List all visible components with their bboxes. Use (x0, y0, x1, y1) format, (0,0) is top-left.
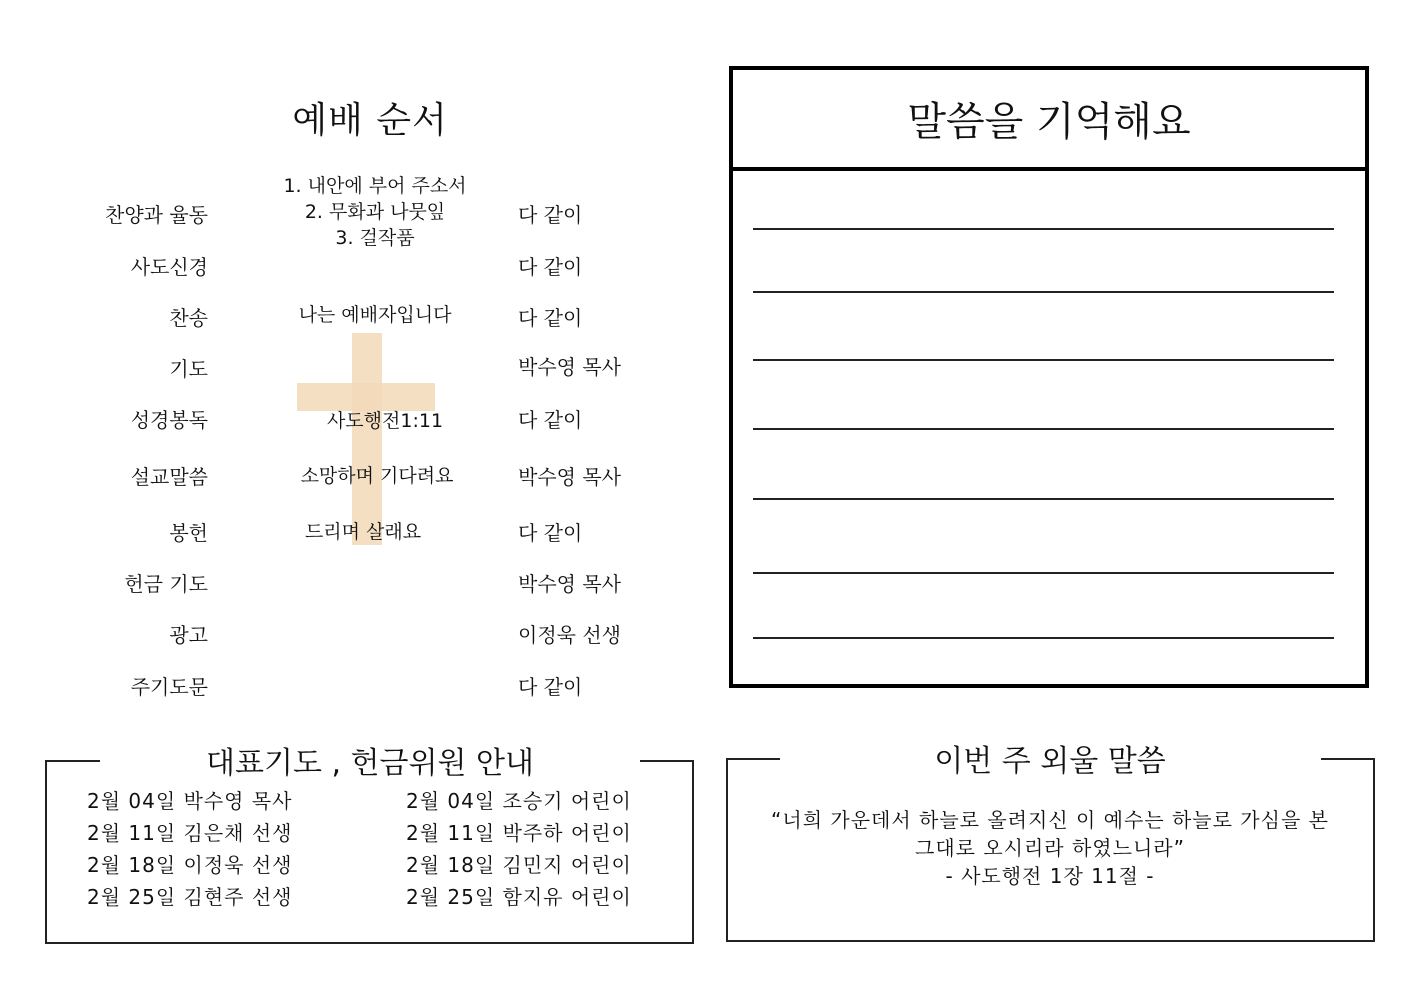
offering-entry: 2월 18일 김민지 어린이 (406, 853, 632, 877)
cross-icon (352, 333, 382, 545)
order-detail: 드리며 살래요 (304, 521, 422, 543)
order-label: 사도신경 (130, 255, 208, 279)
order-detail: 사도행전1:11 (326, 410, 444, 432)
prayer-entry: 2월 11일 김은채 선생 (87, 821, 293, 845)
order-label: 기도 (169, 357, 208, 381)
verse-line: “너희 가운데서 하늘로 올려지신 이 예수는 하늘로 가심을 본 (771, 808, 1329, 832)
offering-entry: 2월 25일 함지유 어린이 (406, 885, 632, 909)
order-detail: 나는 예배자입니다 (298, 304, 452, 326)
order-leader: 박수영 목사 (518, 465, 621, 489)
note-line (753, 228, 1334, 230)
order-label: 봉헌 (169, 521, 208, 545)
memory-title: 말씀을 기억해요 (733, 70, 1365, 171)
order-leader: 다 같이 (518, 521, 583, 545)
prayer-offering-title: 대표기도 , 헌금위원 안내 (110, 738, 630, 782)
note-line (753, 428, 1334, 430)
order-leader: 다 같이 (518, 203, 583, 227)
memory-box (729, 66, 1369, 688)
prayer-entry: 2월 25일 김현주 선생 (87, 885, 293, 909)
order-leader: 다 같이 (518, 255, 583, 279)
order-label: 성경봉독 (130, 408, 208, 432)
offering-entry: 2월 11일 박주하 어린이 (406, 821, 632, 845)
order-label: 광고 (169, 623, 208, 647)
order-label: 찬송 (169, 306, 208, 330)
weekly-verse-title: 이번 주 외울 말씀 (800, 736, 1300, 780)
order-label: 헌금 기도 (124, 572, 208, 596)
order-detail: 소망하며 기다려요 (300, 465, 454, 487)
box-edge (1321, 758, 1373, 760)
worship-order-title: 예배 순서 (292, 100, 448, 141)
order-leader: 박수영 목사 (518, 355, 621, 379)
note-line (753, 572, 1334, 574)
order-label: 주기도문 (130, 675, 208, 699)
song-item: 1. 내안에 부어 주소서 (283, 175, 467, 197)
praise-song-list (240, 173, 510, 251)
order-leader: 이정욱 선생 (518, 623, 621, 647)
box-edge (640, 760, 692, 762)
song-item: 3. 걸작품 (335, 227, 415, 249)
order-leader: 다 같이 (518, 306, 583, 330)
prayer-schedule (87, 785, 293, 913)
note-line (753, 291, 1334, 293)
order-label: 찬양과 율동 (105, 203, 208, 227)
offering-schedule (406, 785, 632, 913)
order-leader: 다 같이 (518, 675, 583, 699)
weekly-verse-text (728, 806, 1372, 890)
order-leader: 박수영 목사 (518, 572, 621, 596)
prayer-entry: 2월 04일 박수영 목사 (87, 789, 293, 813)
prayer-entry: 2월 18일 이정욱 선생 (87, 853, 293, 877)
note-line (753, 359, 1334, 361)
order-label: 설교말씀 (130, 465, 208, 489)
verse-line: 그대로 오시리라 하였느니라” (915, 836, 1185, 860)
note-line (753, 498, 1334, 500)
order-leader: 다 같이 (518, 408, 583, 432)
box-edge (726, 758, 780, 760)
song-item: 2. 무화과 나뭇잎 (304, 201, 446, 223)
verse-reference: - 사도행전 1장 11절 - (945, 864, 1155, 888)
offering-entry: 2월 04일 조승기 어린이 (406, 789, 632, 813)
note-line (753, 637, 1334, 639)
box-edge (45, 760, 100, 762)
